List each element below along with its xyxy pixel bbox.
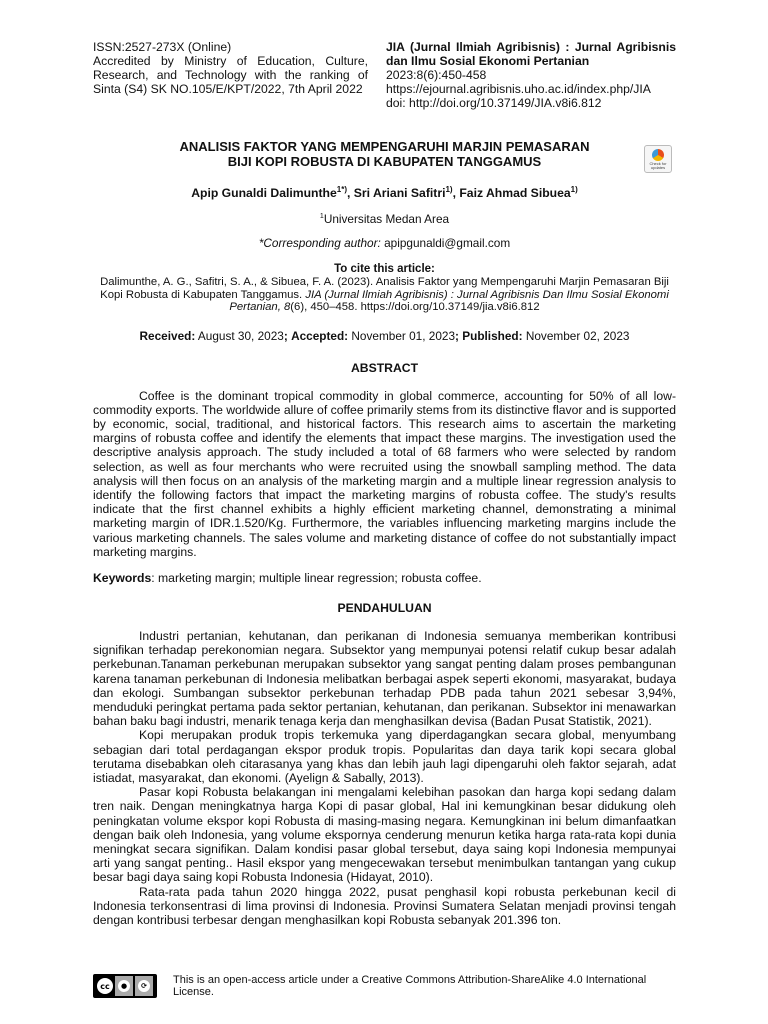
corresponding-author [93, 236, 676, 250]
accepted-date: November 01, 2023 [351, 328, 456, 343]
doi-link[interactable]: doi: http://doi.org/10.37149/JIA.v8i6.812 [386, 96, 602, 110]
citation-rest: (6), 450–458. https://doi.org/10.37149/jia.v8i6.812 [290, 301, 540, 314]
published-date: November 02, 2023 [525, 328, 630, 343]
author-name: Apip Gunaldi Dalimunthe [191, 186, 337, 201]
author-affiliation-marker: 1*) [336, 185, 348, 194]
intro-paragraph: Pasar kopi Robusta belakangan ini mengalami kelebihan pasokan dan harga kopi sedang dalam tren naik. Dengan meningkatnya harga Kopi di pasar global, Hal ini kemungkinan besar didukung oleh peningkatan volume ekspor kopi Robusta di masing-masing negara. Kemungkinan ini belum dimanfaatkan dengan baik oleh Indonesia, yang volume ekspornya cenderung menurun ketika harga rata-rata kopi dunia meningkat secara signifikan. Dalam kondisi pasar global tersebut, daya saing kopi Indonesia mempunyai arti yang sangat penting.. Hasil ekspor yang mengecewakan tersebut menimbulkan tantangan yang cukup besar bagi daya saing kopi Robusta Indonesia (Hidayat, 2010). [93, 785, 676, 885]
affiliation-text: Universitas Medan Area [323, 212, 450, 227]
cc-by-block [115, 976, 133, 996]
issn-text: ISSN:2527-273X (Online) [93, 40, 232, 54]
journal-header [93, 40, 676, 110]
author-affiliation-marker: 1) [570, 185, 578, 194]
author-name: Faiz Ahmad Sibuea [459, 186, 571, 201]
citation-main: Dalimunthe, A. G., Safitri, S. A., & Sibuea, F. A. (2023). Analisis Faktor yang Mempengaruhi Marjin Pemasaran Biji Kopi Robusta di Kabupaten Tanggamus. [100, 276, 669, 301]
citation-text [93, 276, 676, 314]
accepted-label: Accepted: [291, 328, 349, 343]
cc-sa-block [135, 976, 153, 996]
abstract-heading: ABSTRACT [350, 360, 419, 375]
article-title-block [93, 139, 676, 169]
creative-commons-badge-icon[interactable] [93, 974, 157, 998]
corresponding-label: *Corresponding author: [258, 236, 381, 251]
introduction-heading: PENDAHULUAN [337, 601, 432, 615]
author-list: Apip Gunaldi Dalimunthe$^{1*)}$, Sri Ariani Safitri$^{1)}$, Faiz Ahmad Sibuea$^{1)}$ [191, 185, 578, 201]
intro-paragraph: Kopi merupakan produk tropis terkemuka yang diperdagangkan secara global, menyumbang sebagian dari total perdagangan ekspor produk tropis. Popularitas dan daya tarik kopi secara global terutama disebabkan oleh citarasanya yang khas dan lebih jauh lagi dipengaruhi oleh faktor sejarah, adat istiadat, masyarakat, dan ekonomi. (Ayelign & Sabally, 2013). [93, 728, 676, 786]
crossmark-check-updates-icon[interactable] [644, 145, 672, 173]
cc-icon: cc [97, 978, 113, 994]
article-title-line-2: BIJI KOPI ROBUSTA DI KABUPATEN TANGGAMUS [227, 154, 542, 169]
by-person-icon: ● [118, 980, 130, 992]
journal-url-link[interactable]: https://ejournal.agribisnis.uho.ac.id/index.php/JIA [386, 82, 651, 96]
cite-heading: To cite this article: [334, 263, 435, 276]
corresponding-email-link[interactable]: apipgunaldi@gmail.com [384, 236, 511, 251]
article-page [93, 40, 676, 927]
article-title-line-1: ANALISIS FAKTOR YANG MEMPENGARUHI MARJIN PEMASARAN [179, 139, 590, 154]
crossmark-label: Check for updates [649, 160, 667, 170]
abstract-text: Coffee is the dominant tropical commodity in global commerce, accounting for 50% of all low-commodity exports. The worldwide allure of coffee primarily stems from its distinctive flavor and is supported by economic, social, traditional, and historical factors. This research aims to ascertain the marketing margins of robusta coffee and identify the elements that impact these margins. The investigation used the descriptive analysis approach. The study included a total of 68 farmers who were selected by random selection, as well as four merchants who were recruited using the snowball sampling method. The data analysis will then focus on an analysis of the marketing margin and a multiple linear regression analysis to identify the following factors that impact the marketing margins of robusta coffee. The study's results indicate that the first channel exhibits a highly efficient marketing channel, demonstrating a minimal marketing margin of IDR.1.520/Kg. Furthermore, the variables influencing marketing margins include the various marketing channels. The sales volume and marketing distance of coffee do not substantially impact marketing margins. [93, 388, 676, 559]
affiliation [93, 212, 676, 226]
keywords-label: Keywords [93, 571, 152, 585]
header-left [93, 40, 368, 110]
share-alike-icon: ⟳ [138, 980, 150, 992]
journal-title: JIA (Jurnal Ilmiah Agribisnis) : Jurnal Agribisnis dan Ilmu Sosial Ekonomi Pertanian [386, 40, 676, 68]
crossmark-logo-icon [652, 149, 664, 161]
intro-paragraph: Rata-rata pada tahun 2020 hingga 2022, pusat penghasil kopi robusta perkebunan kecil di Indonesia terkonsentrasi di lima provinsi di Indonesia. Provinsi Sumatera Selatan menjadi provinsi tengah dengan kontribusi terbesar dengan menghasilkan kopi Robusta sebanyak 201.396 ton. [93, 884, 676, 928]
journal-volume: 2023:8(6):450-458 [386, 68, 487, 82]
keywords-text: : marketing margin; multiple linear regression; robusta coffee. [151, 571, 482, 585]
publication-dates: Received: August 30, 2023; Accepted: November 01, 2023; Published: November 02, 2023 [139, 328, 630, 343]
published-label: Published: [462, 328, 523, 343]
accreditation-text: Accredited by Ministry of Education, Culture, Research, and Technology with the ranking of Sinta (S4) SK NO.105/E/KPT/2022, 7th April 2022 [93, 54, 368, 96]
received-date: August 30, 2023 [197, 328, 284, 343]
keywords [93, 571, 676, 585]
received-label: Received: [139, 328, 196, 343]
intro-paragraph: Industri pertanian, kehutanan, dan perikanan di Indonesia semuanya memberikan kontribusi signifikan terhadap perekonomian negara. Subsektor yang mempunyai potensi relatif cukup besar adalah perkebunan.Tanaman perkebunan merupakan subsektor yang sangat penting dalam proses pembangunan karena tanaman perkebunan di Indonesia melibatkan berbagai aspek seperti ekonomi, masyarakat, budaya dan ekologi. Sumbangan subsektor perkebunan terhadap PDB pada tahun 2021 sebesar 3,94%, menduduki peringkat pertama pada sektor pertanian, kehutanan, dan perikanan. Subsektor ini menawarkan bahan baku bagi industri, menarik tenaga kerja dan menghasilkan devisa (Badan Pusat Statistik, 2021). [93, 629, 676, 729]
citation-journal: JIA (Jurnal Ilmiah Agribisnis) : Jurnal Agribisnis Dan Ilmu Sosial Ekonomi Pertanian, 8 [229, 288, 669, 314]
header-right [386, 40, 676, 110]
author-name: Sri Ariani Safitri [353, 186, 446, 201]
license-footer [93, 974, 676, 998]
author-affiliation-marker: 1) [445, 185, 453, 194]
license-text: This is an open-access article under a Creative Commons Attribution-ShareAlike 4.0 International License. [173, 974, 647, 998]
affiliation-marker: 1 [319, 213, 324, 221]
